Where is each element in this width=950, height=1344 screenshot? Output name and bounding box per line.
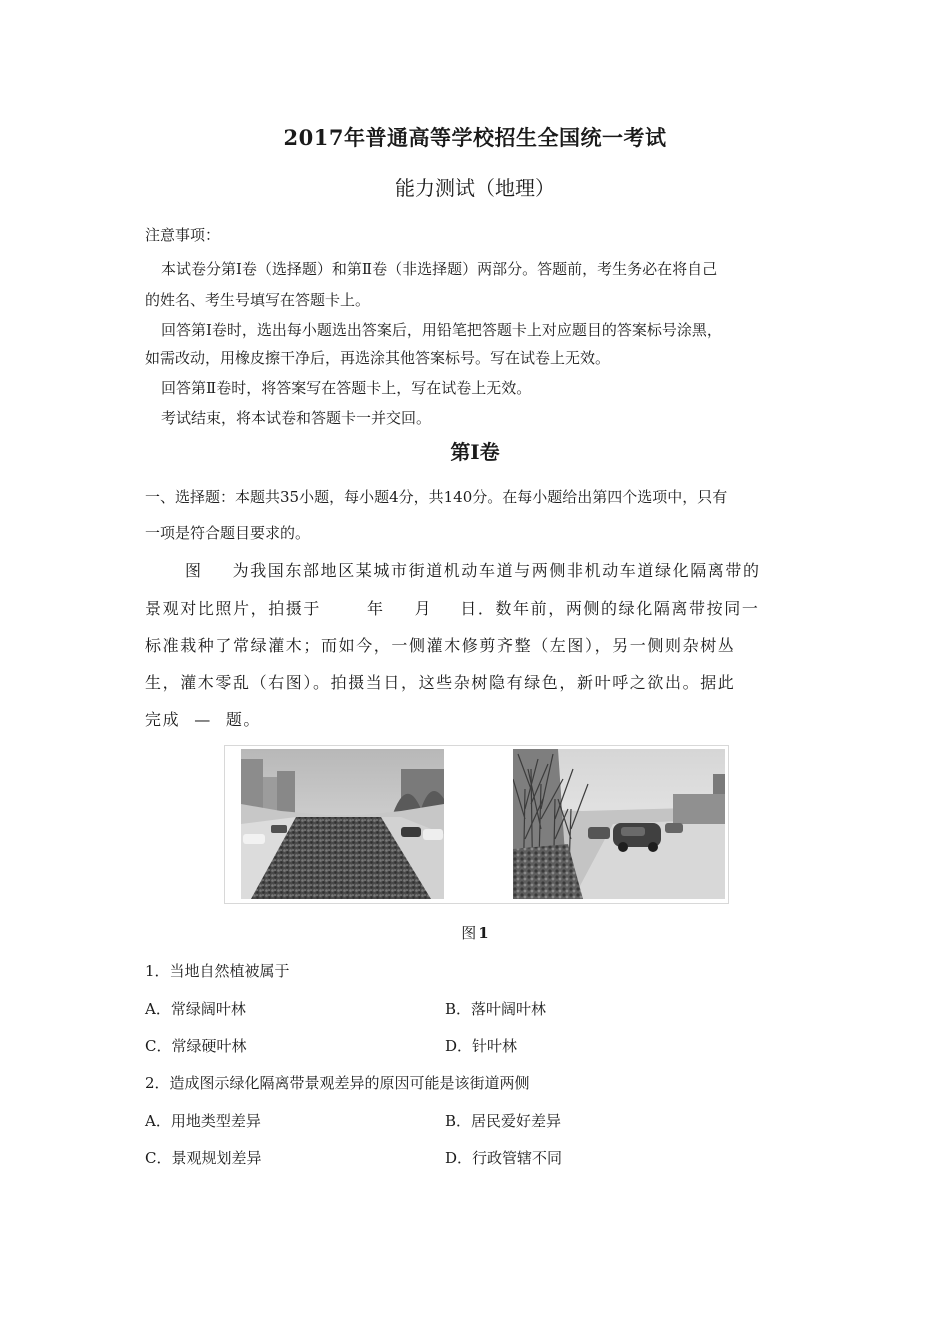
notes-line: 的姓名、考生号填写在答题卡上。: [145, 291, 371, 309]
left-photo-trimmed-hedge: [241, 749, 444, 899]
question-1-option-a: A．常绿阔叶林: [145, 1000, 246, 1018]
exam-subtitle: 能力测试（地理）: [395, 176, 555, 200]
figure-caption-number: 1: [478, 924, 489, 942]
notes-line: 回答第Ⅰ卷时，选出每小题选出答案后，用铅笔把答题卡上对应题目的答案标号涂黑，: [161, 321, 722, 339]
question-2-option-c: C．景观规划差异: [145, 1149, 262, 1167]
notes-line: 本试卷分第Ⅰ卷（选择题）和第Ⅱ卷（非选择题）两部分。答题前，考生务必在将自己: [161, 260, 718, 278]
intro-text: 图: [185, 561, 203, 580]
intro-text: 月: [414, 599, 433, 618]
question-2-option-d: D．行政管辖不同: [445, 1149, 563, 1167]
notes-heading: 注意事项：: [145, 226, 221, 244]
question-1-option-b: B．落叶阔叶林: [445, 1000, 547, 1018]
figure-photos: [224, 745, 729, 904]
figure-caption-prefix: 图: [461, 924, 477, 942]
intro-line-4: 生，灌木零乱（右图）。拍摄当日，这些杂树隐有绿色，新叶呼之欲出。据此: [145, 673, 736, 692]
intro-line-3: 标准栽种了常绿灌木；而如今，一侧灌木修剪齐整（左图），另一侧则杂树丛: [145, 636, 736, 655]
question-1-stem: 1．当地自然植被属于: [145, 962, 290, 980]
question-2-stem: 2．造成图示绿化隔离带景观差异的原因可能是该街道两侧: [145, 1074, 530, 1092]
intro-line-2: [145, 590, 810, 628]
figure-caption: [0, 922, 950, 943]
intro-text: 景观对比照片，拍摄于: [145, 599, 322, 618]
notes-line: 考试结束，将本试卷和答题卡一并交回。: [161, 409, 432, 427]
question-1-option-d: D．针叶林: [445, 1037, 518, 1055]
notes-line: 回答第Ⅱ卷时，将答案写在答题卡上，写在试卷上无效。: [161, 379, 532, 397]
section-title: 第Ⅰ卷: [450, 440, 500, 464]
section-instruction: 一项是符合题目要求的。: [145, 524, 311, 542]
intro-text: —: [194, 710, 212, 729]
intro-line-1: [145, 552, 810, 590]
intro-text: 日．数年前，两侧的绿化隔离带按同一: [460, 599, 760, 618]
intro-text: 完成: [145, 710, 181, 729]
question-1-option-c: C．常绿硬叶林: [145, 1037, 247, 1055]
intro-text: 为我国东部地区某城市街道机动车道与两侧非机动车道绿化隔离带的: [232, 561, 761, 580]
right-photo-messy-trees: [513, 749, 725, 899]
intro-line-5: [145, 701, 810, 739]
exam-title: 2017年普通高等学校招生全国统一考试: [283, 125, 667, 150]
question-2-option-b: B．居民爱好差异: [445, 1112, 562, 1130]
section-instruction: 一、选择题：本题共35小题，每小题4分，共140分。在每小题给出第四个选项中，只有: [145, 488, 728, 506]
question-2-option-a: A．用地类型差异: [145, 1112, 261, 1130]
notes-line: 如需改动，用橡皮擦干净后，再选涂其他答案标号。写在试卷上无效。: [145, 349, 611, 367]
intro-text: 题。: [225, 710, 262, 729]
intro-text: 年: [367, 599, 385, 618]
